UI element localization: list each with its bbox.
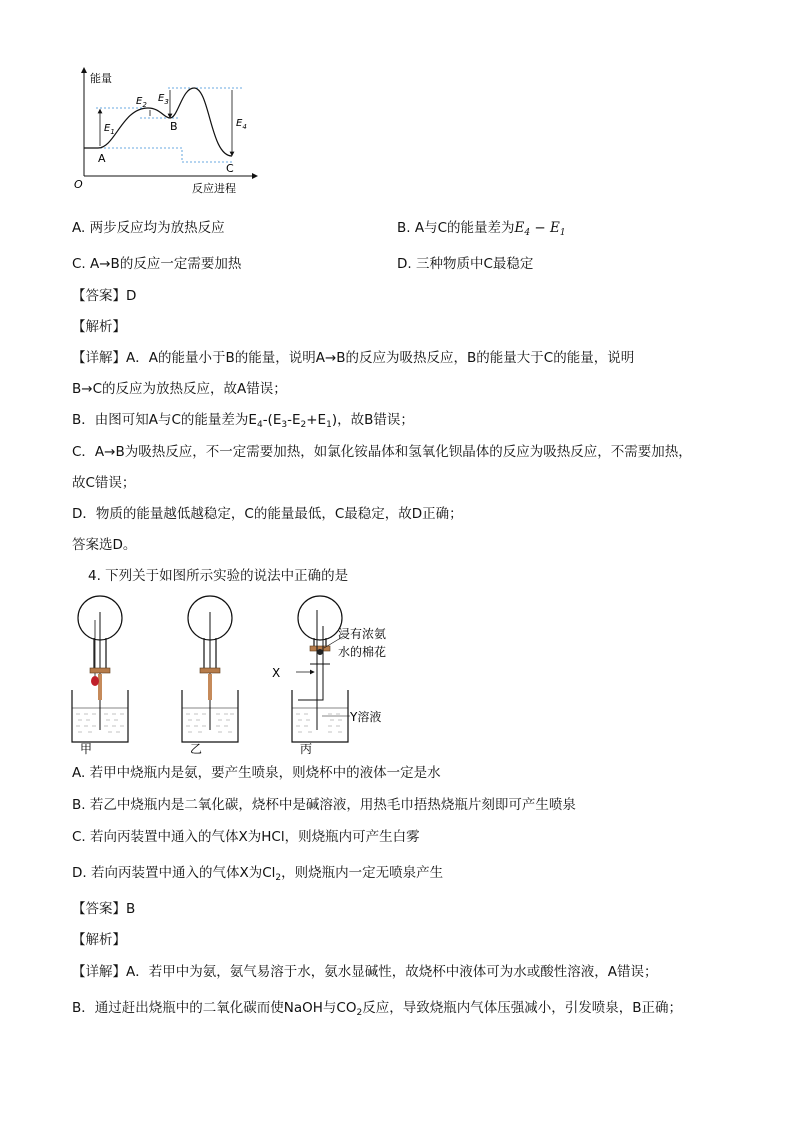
dashed-level-a xyxy=(96,148,232,162)
x-axis-label: 反应进程 xyxy=(192,182,236,195)
q4-stem: 4. 下列关于如图所示实验的说法中正确的是 xyxy=(88,568,349,584)
y-axis-label: 能量 xyxy=(90,72,112,85)
q4-option-c: C. 若向丙装置中通入的气体X为HCl，则烧瓶内可产生白雾 xyxy=(72,829,420,845)
q4-option-a: A. 若甲中烧瓶内是氨，要产生喷泉，则烧杯中的液体一定是水 xyxy=(72,765,441,781)
cotton-label-line2: 水的棉花 xyxy=(338,645,387,659)
point-c-label: C xyxy=(226,162,234,175)
e2-label: $E_2$ xyxy=(136,96,147,109)
q3-detail-line: B→C的反应为放热反应，故A错误； xyxy=(72,381,287,397)
e3-label: $E_3$ xyxy=(158,93,169,106)
q3-option-d: D. 三种物质中C最稳定 xyxy=(397,256,534,272)
q4-detail-a: 【详解】A．若甲中为氨，氨气易溶于水，氨水显碱性，故烧杯中液体可为水或酸性溶液，A错误； xyxy=(72,964,658,980)
origin-label: O xyxy=(74,178,83,191)
q3-option-a: A. 两步反应均为放热反应 xyxy=(72,220,225,236)
q3-analysis-heading: 【解析】 xyxy=(72,319,126,335)
q3-detail-line: D．物质的能量越低越稳定，C的能量最低，C最稳定，故D正确； xyxy=(72,506,463,522)
point-a-label: A xyxy=(98,152,106,165)
apparatus-bing xyxy=(292,596,350,742)
apparatus-yi xyxy=(182,596,238,742)
energy-diagram xyxy=(70,66,260,198)
cotton-label-line1: 浸有浓氨 xyxy=(338,627,387,641)
q4-analysis-heading: 【解析】 xyxy=(72,932,126,948)
apparatus-jia xyxy=(72,596,128,742)
q3-detail-b: B．由图可知A与C的能量差为$E_4-(E_3-E_2+E_1)$，故B错误； xyxy=(72,412,414,430)
q3-option-c: C. A→B的反应一定需要加热 xyxy=(72,256,242,272)
q3-detail-line: C．A→B为吸热反应，不一定需要加热，如氯化铵晶体和氢氧化钡晶体的反应为吸热反应，不需要加热， xyxy=(72,444,692,460)
point-b-label: B xyxy=(170,120,178,133)
q3-detail-line: 故C错误； xyxy=(72,475,136,491)
q4-detail-b: B．通过赶出烧瓶中的二氧化碳而使NaOH与$CO_2$反应，导致烧瓶内气体压强减小，引发喷泉，B正确； xyxy=(72,1000,682,1018)
label-jia: 甲 xyxy=(80,742,93,756)
q3-answer: 【答案】D xyxy=(72,288,137,304)
q3-detail-line: 答案选D。 xyxy=(72,537,137,553)
q3-option-b: B. A与C的能量差为$E_4 - E_1$ xyxy=(397,220,566,238)
q4-option-d: D. 若向丙装置中通入的气体X为$Cl_2$，则烧瓶内一定无喷泉产生 xyxy=(72,865,444,883)
fountain-apparatus xyxy=(66,590,406,756)
label-yi: 乙 xyxy=(190,742,203,756)
e4-label: $E_4$ xyxy=(236,118,247,131)
q4-option-b: B. 若乙中烧瓶内是二氧化碳，烧杯中是碱溶液，用热毛巾捂热烧瓶片刻即可产生喷泉 xyxy=(72,797,576,813)
label-bing: 丙 xyxy=(300,742,313,756)
q4-answer: 【答案】B xyxy=(72,901,136,917)
x-gas-label: X xyxy=(272,666,281,680)
e1-label: $E_1$ xyxy=(104,123,115,136)
q3-detail-line: 【详解】A．A的能量小于B的能量，说明A→B的反应为吸热反应，B的能量大于C的能量，说明 xyxy=(72,350,635,366)
y-solution-label: Y溶液 xyxy=(350,710,382,724)
